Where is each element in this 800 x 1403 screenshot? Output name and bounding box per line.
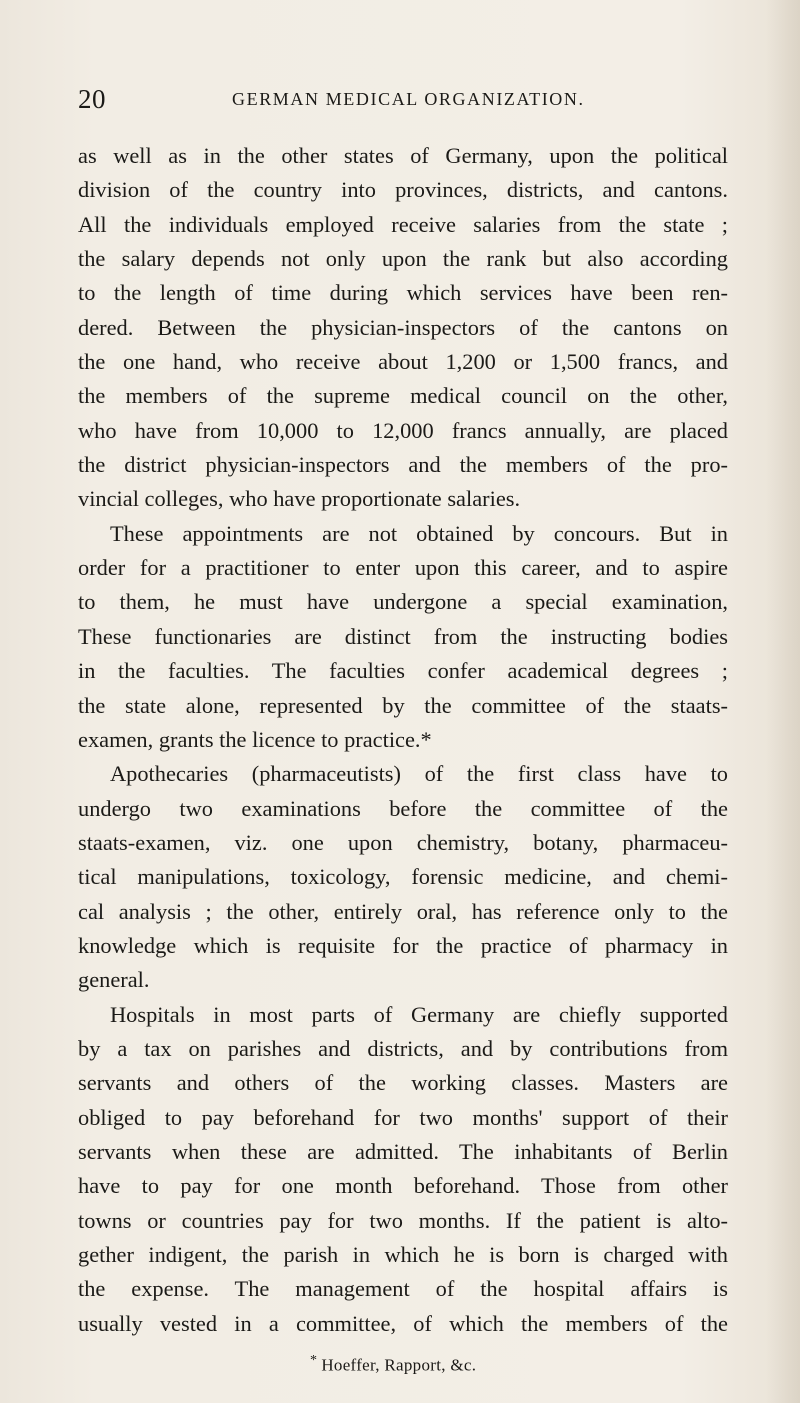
text-line: division of the country into provinces, districts, and cantons. bbox=[78, 177, 728, 203]
footnote bbox=[310, 1353, 476, 1376]
text-line: as well as in the other states of Germany, upon the political bbox=[78, 143, 728, 168]
text-line: Apothecaries (pharmaceutists) of the first class have to bbox=[110, 761, 728, 787]
text-line: in the faculties. The faculties confer academical degrees ; bbox=[78, 658, 728, 684]
text-line: have to pay for one month beforehand. Those from other bbox=[78, 1173, 728, 1199]
page-edge-shadow bbox=[766, 0, 800, 1403]
text-line: the district physician-inspectors and the members of the pro- bbox=[78, 452, 728, 478]
text-line: These appointments are not obtained by concours. But in bbox=[110, 520, 728, 546]
text-line: knowledge which is requisite for the practice of pharmacy in bbox=[78, 932, 728, 958]
text-line: vincial colleges, who have proportionate salaries. bbox=[78, 486, 521, 512]
text-line: tical manipulations, toxicology, forensic medicine, and chemi- bbox=[78, 864, 728, 890]
text-line: These functionaries are distinct from the instructing bodies bbox=[78, 623, 728, 649]
text-line: to them, he must have undergone a special examination, bbox=[78, 589, 728, 615]
text-line: order for a practitioner to enter upon this career, and to aspire bbox=[78, 555, 728, 581]
text-line: servants when these are admitted. The inhabitants of Berlin bbox=[78, 1138, 728, 1164]
text-line: the members of the supreme medical council on the other, bbox=[78, 383, 728, 409]
text-line: the one hand, who receive about 1,200 or 1,500 francs, and bbox=[78, 349, 728, 375]
footnote-text: Hoeffer, Rapport, &c. bbox=[321, 1355, 477, 1375]
text-line: staats-examen, viz. one upon chemistry, botany, pharmaceu- bbox=[78, 829, 728, 855]
text-line: to the length of time during which services have been ren- bbox=[78, 280, 728, 306]
text-line: undergo two examinations before the committee of the bbox=[78, 795, 728, 821]
text-line: general. bbox=[78, 967, 150, 993]
text-line: All the individuals employed receive salaries from the state ; bbox=[78, 211, 728, 237]
text-line: dered. Between the physician-inspectors of the cantons on bbox=[78, 314, 728, 340]
text-line: the expense. The management of the hospital affairs is bbox=[78, 1276, 728, 1302]
running-title: GERMAN MEDICAL ORGANIZATION. bbox=[232, 89, 585, 109]
page-header bbox=[78, 84, 728, 118]
text-line: examen, grants the licence to practice.* bbox=[78, 726, 432, 752]
text-line: usually vested in a committee, of which the members of the bbox=[78, 1310, 728, 1336]
text-line: gether indigent, the parish in which he is born is charged with bbox=[78, 1242, 728, 1267]
footnote-mark: * bbox=[310, 1353, 318, 1368]
page-number: 20 bbox=[78, 84, 106, 114]
text-line: servants and others of the working classes. Masters are bbox=[78, 1070, 728, 1096]
text-line: by a tax on parishes and districts, and by contributions from bbox=[78, 1035, 728, 1061]
text-line: towns or countries pay for two months. If the patient is alto- bbox=[78, 1207, 728, 1233]
text-line: obliged to pay beforehand for two months' support of their bbox=[78, 1104, 728, 1130]
text-line: who have from 10,000 to 12,000 francs annually, are placed bbox=[78, 417, 728, 443]
text-line: the salary depends not only upon the rank but also according bbox=[78, 246, 728, 272]
body-text bbox=[78, 139, 728, 1341]
text-line: the state alone, represented by the committee of the staats- bbox=[78, 692, 728, 718]
text-line: cal analysis ; the other, entirely oral, has reference only to the bbox=[78, 898, 728, 924]
text-line: Hospitals in most parts of Germany are chiefly supported bbox=[110, 1001, 728, 1027]
